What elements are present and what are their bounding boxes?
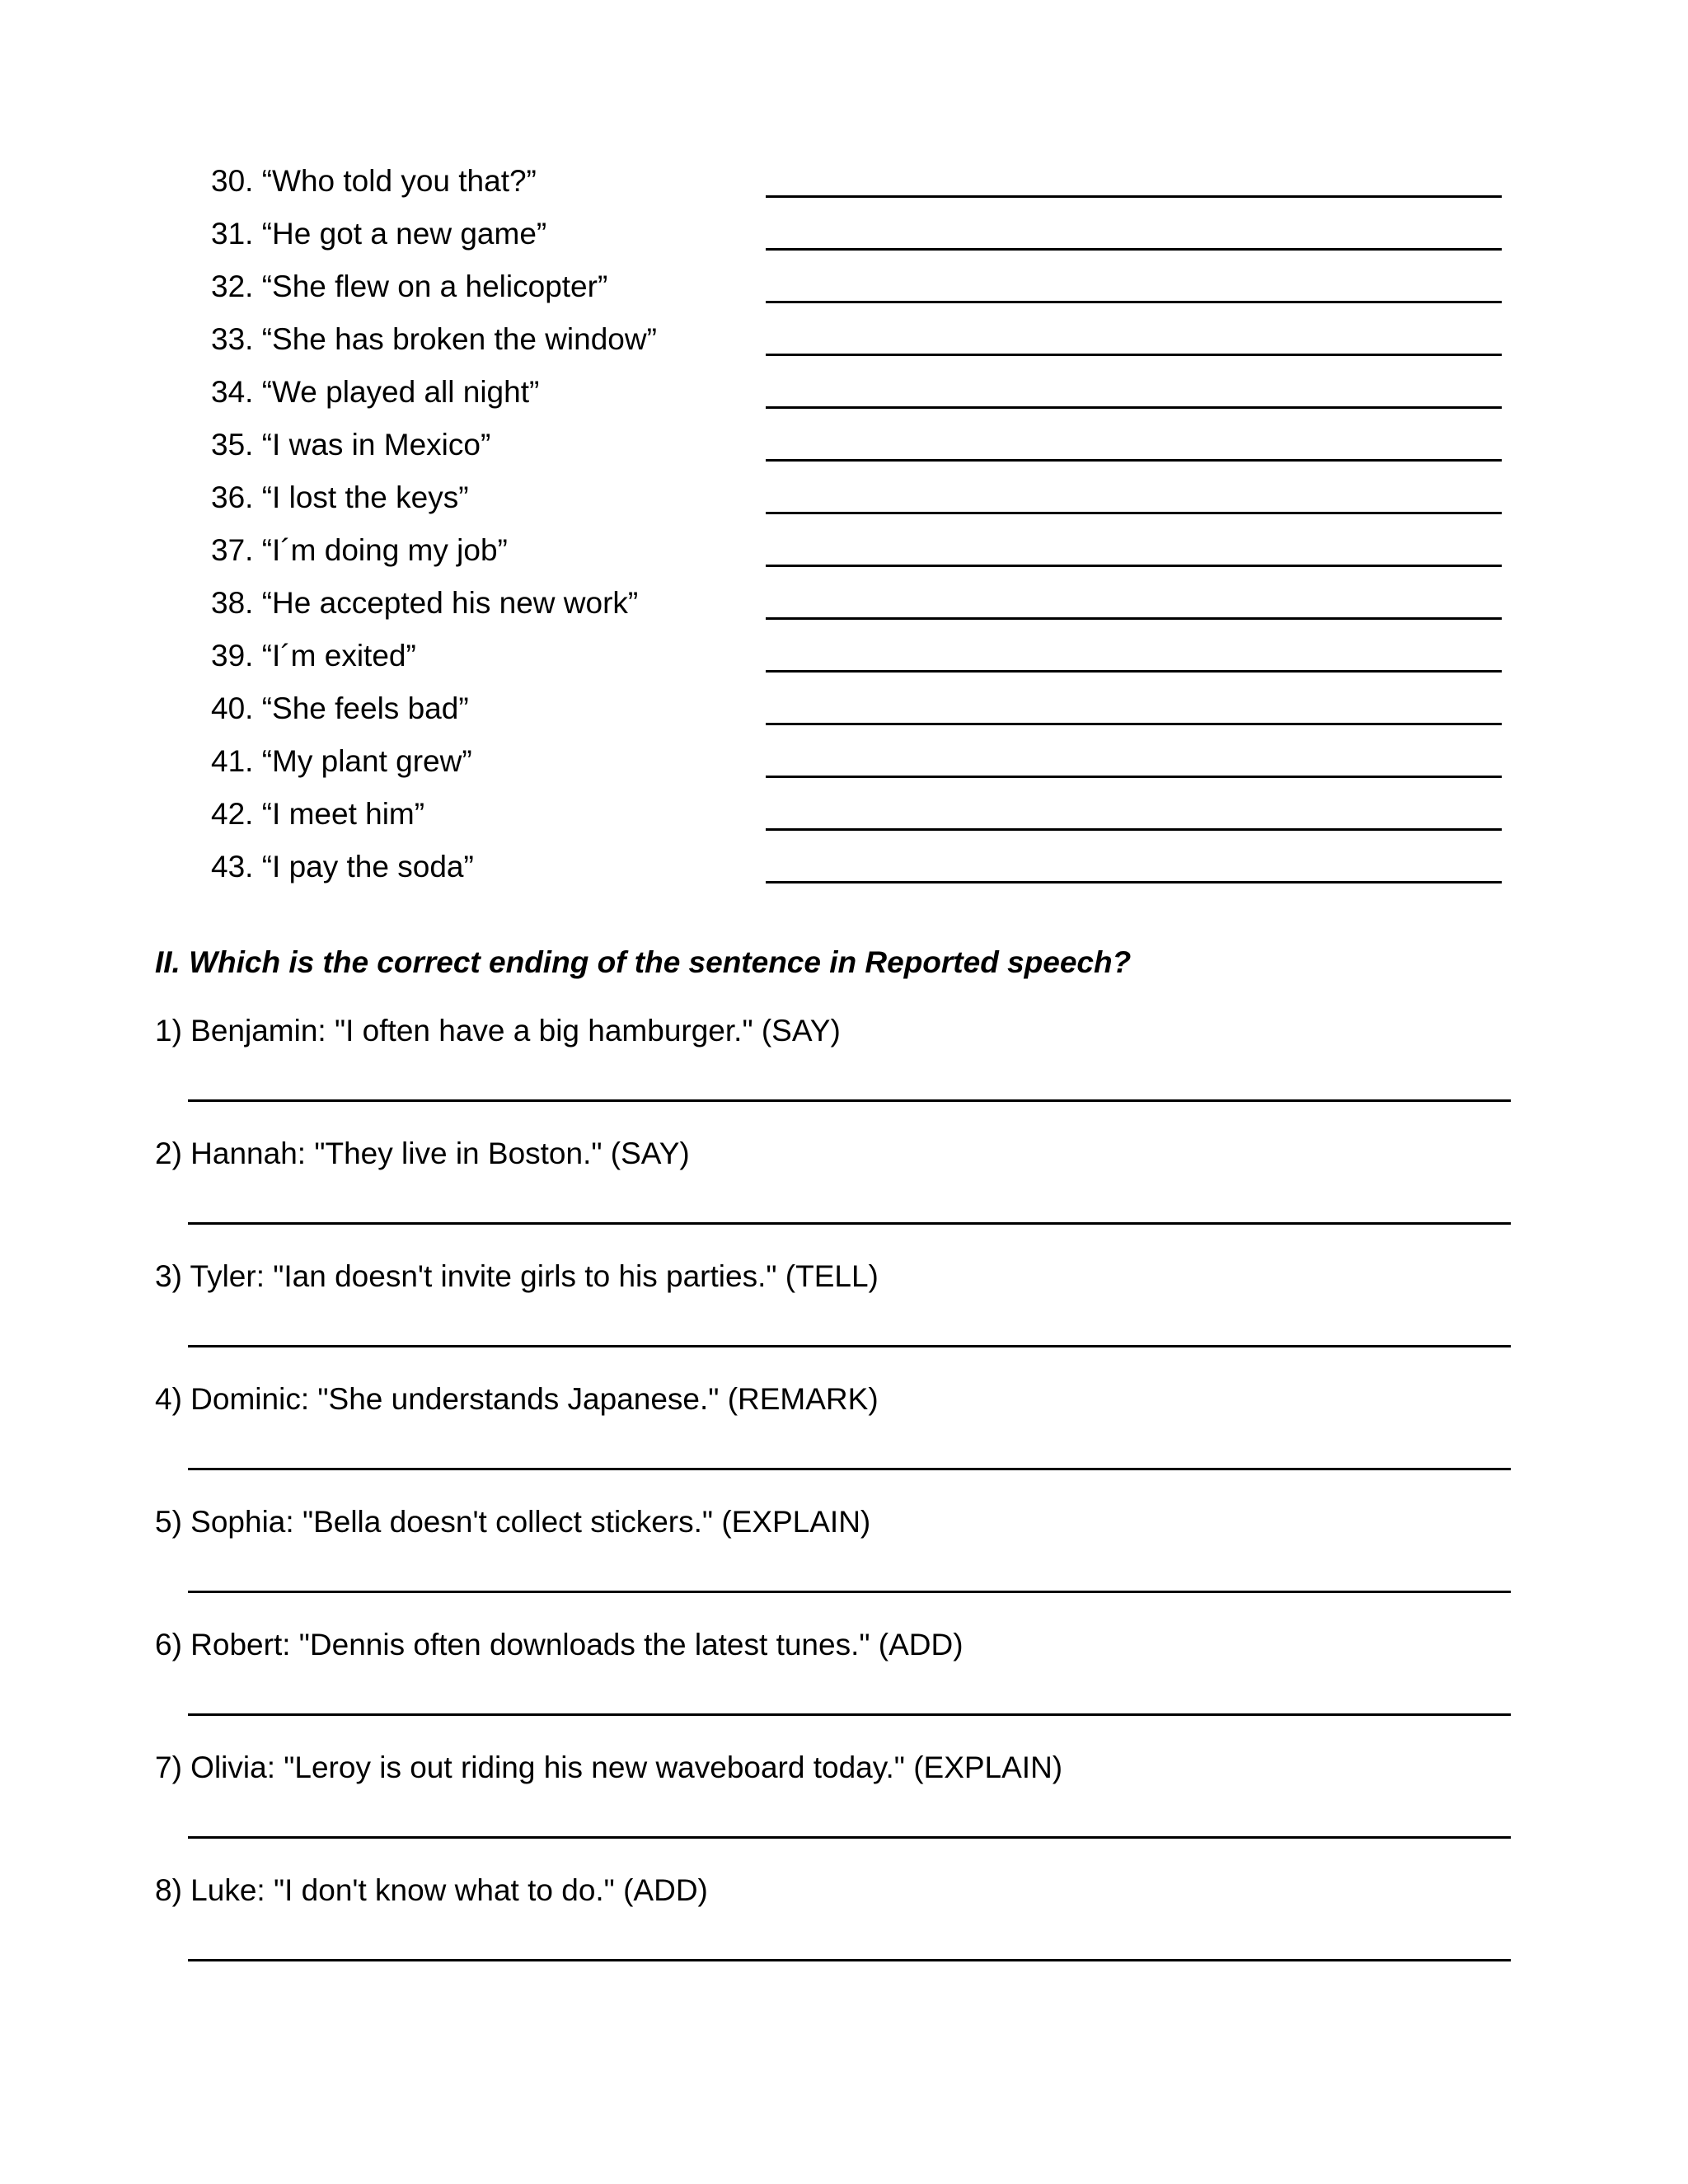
reported-speech-item	[155, 1379, 1523, 1502]
reported-speech-prompt: 7) Olivia: "Leroy is out riding his new waveboard today." (EXPLAIN)	[155, 1750, 1063, 1784]
reported-speech-prompt: 2) Hannah: "They live in Boston." (SAY)	[155, 1137, 690, 1170]
reported-speech-prompt: 4) Dominic: "She understands Japanese." (REMARK)	[155, 1382, 879, 1416]
exercise-item	[211, 794, 1513, 846]
exercise-item	[211, 688, 1513, 741]
exercise-item	[211, 635, 1513, 688]
answer-line[interactable]	[188, 1713, 1511, 1716]
answer-line[interactable]	[766, 354, 1502, 356]
reported-speech-item	[155, 1010, 1523, 1133]
exercise-item-text: 31. “He got a new game”	[211, 217, 547, 251]
exercise-item	[211, 583, 1513, 635]
exercise-item-text: 42. “I meet him”	[211, 797, 425, 831]
answer-line[interactable]	[766, 828, 1502, 831]
answer-line[interactable]	[766, 776, 1502, 778]
answer-line[interactable]	[766, 723, 1502, 725]
exercise-item-text: 34. “We played all night”	[211, 375, 540, 409]
reported-speech-item	[155, 1747, 1523, 1870]
reported-speech-item	[155, 1502, 1523, 1624]
answer-line[interactable]	[766, 617, 1502, 620]
answer-line[interactable]	[766, 881, 1502, 883]
part2-exercise-list	[155, 1010, 1523, 1993]
exercise-item	[211, 424, 1513, 477]
answer-line[interactable]	[766, 248, 1502, 251]
exercise-item-text: 41. “My plant grew”	[211, 744, 472, 778]
reported-speech-item	[155, 1256, 1523, 1379]
exercise-item	[211, 372, 1513, 424]
exercise-item-text: 40. “She feels bad”	[211, 691, 469, 725]
exercise-item	[211, 213, 1513, 266]
answer-line[interactable]	[766, 406, 1502, 409]
reported-speech-prompt: 1) Benjamin: "I often have a big hamburger." (SAY)	[155, 1014, 841, 1047]
answer-line[interactable]	[766, 670, 1502, 673]
exercise-item-text: 43. “I pay the soda”	[211, 850, 474, 883]
exercise-item	[211, 266, 1513, 319]
reported-speech-item	[155, 1624, 1523, 1747]
exercise-item	[211, 530, 1513, 583]
exercise-item-text: 35. “I was in Mexico”	[211, 428, 491, 462]
exercise-item-text: 38. “He accepted his new work”	[211, 586, 639, 620]
reported-speech-item	[155, 1870, 1523, 1993]
exercise-item	[211, 319, 1513, 372]
exercise-item-text: 39. “I´m exited”	[211, 639, 416, 673]
reported-speech-prompt: 5) Sophia: "Bella doesn't collect stickers." (EXPLAIN)	[155, 1505, 871, 1539]
exercise-item-text: 32. “She flew on a helicopter”	[211, 269, 608, 303]
section-heading: II. Which is the correct ending of the sentence in Reported speech?	[155, 945, 1132, 979]
exercise-item-text: 37. “I´m doing my job”	[211, 533, 508, 567]
answer-line[interactable]	[188, 1836, 1511, 1839]
answer-line[interactable]	[188, 1345, 1511, 1347]
exercise-item-text: 30. “Who told you that?”	[211, 164, 537, 198]
part1-exercise-list	[211, 161, 1513, 899]
exercise-item	[211, 161, 1513, 213]
reported-speech-prompt: 3) Tyler: "Ian doesn't invite girls to his parties." (TELL)	[155, 1259, 879, 1293]
reported-speech-prompt: 6) Robert: "Dennis often downloads the latest tunes." (ADD)	[155, 1628, 964, 1661]
exercise-item-text: 33. “She has broken the window”	[211, 322, 657, 356]
exercise-item	[211, 846, 1513, 899]
exercise-item-text: 36. “I lost the keys”	[211, 480, 469, 514]
answer-line[interactable]	[766, 565, 1502, 567]
answer-line[interactable]	[188, 1468, 1511, 1470]
exercise-item	[211, 741, 1513, 794]
answer-line[interactable]	[766, 301, 1502, 303]
answer-line[interactable]	[766, 459, 1502, 462]
answer-line[interactable]	[188, 1959, 1511, 1961]
reported-speech-item	[155, 1133, 1523, 1256]
answer-line[interactable]	[188, 1591, 1511, 1593]
answer-line[interactable]	[766, 512, 1502, 514]
reported-speech-prompt: 8) Luke: "I don't know what to do." (ADD)	[155, 1873, 708, 1907]
answer-line[interactable]	[766, 195, 1502, 198]
exercise-item	[211, 477, 1513, 530]
answer-line[interactable]	[188, 1099, 1511, 1102]
answer-line[interactable]	[188, 1222, 1511, 1225]
